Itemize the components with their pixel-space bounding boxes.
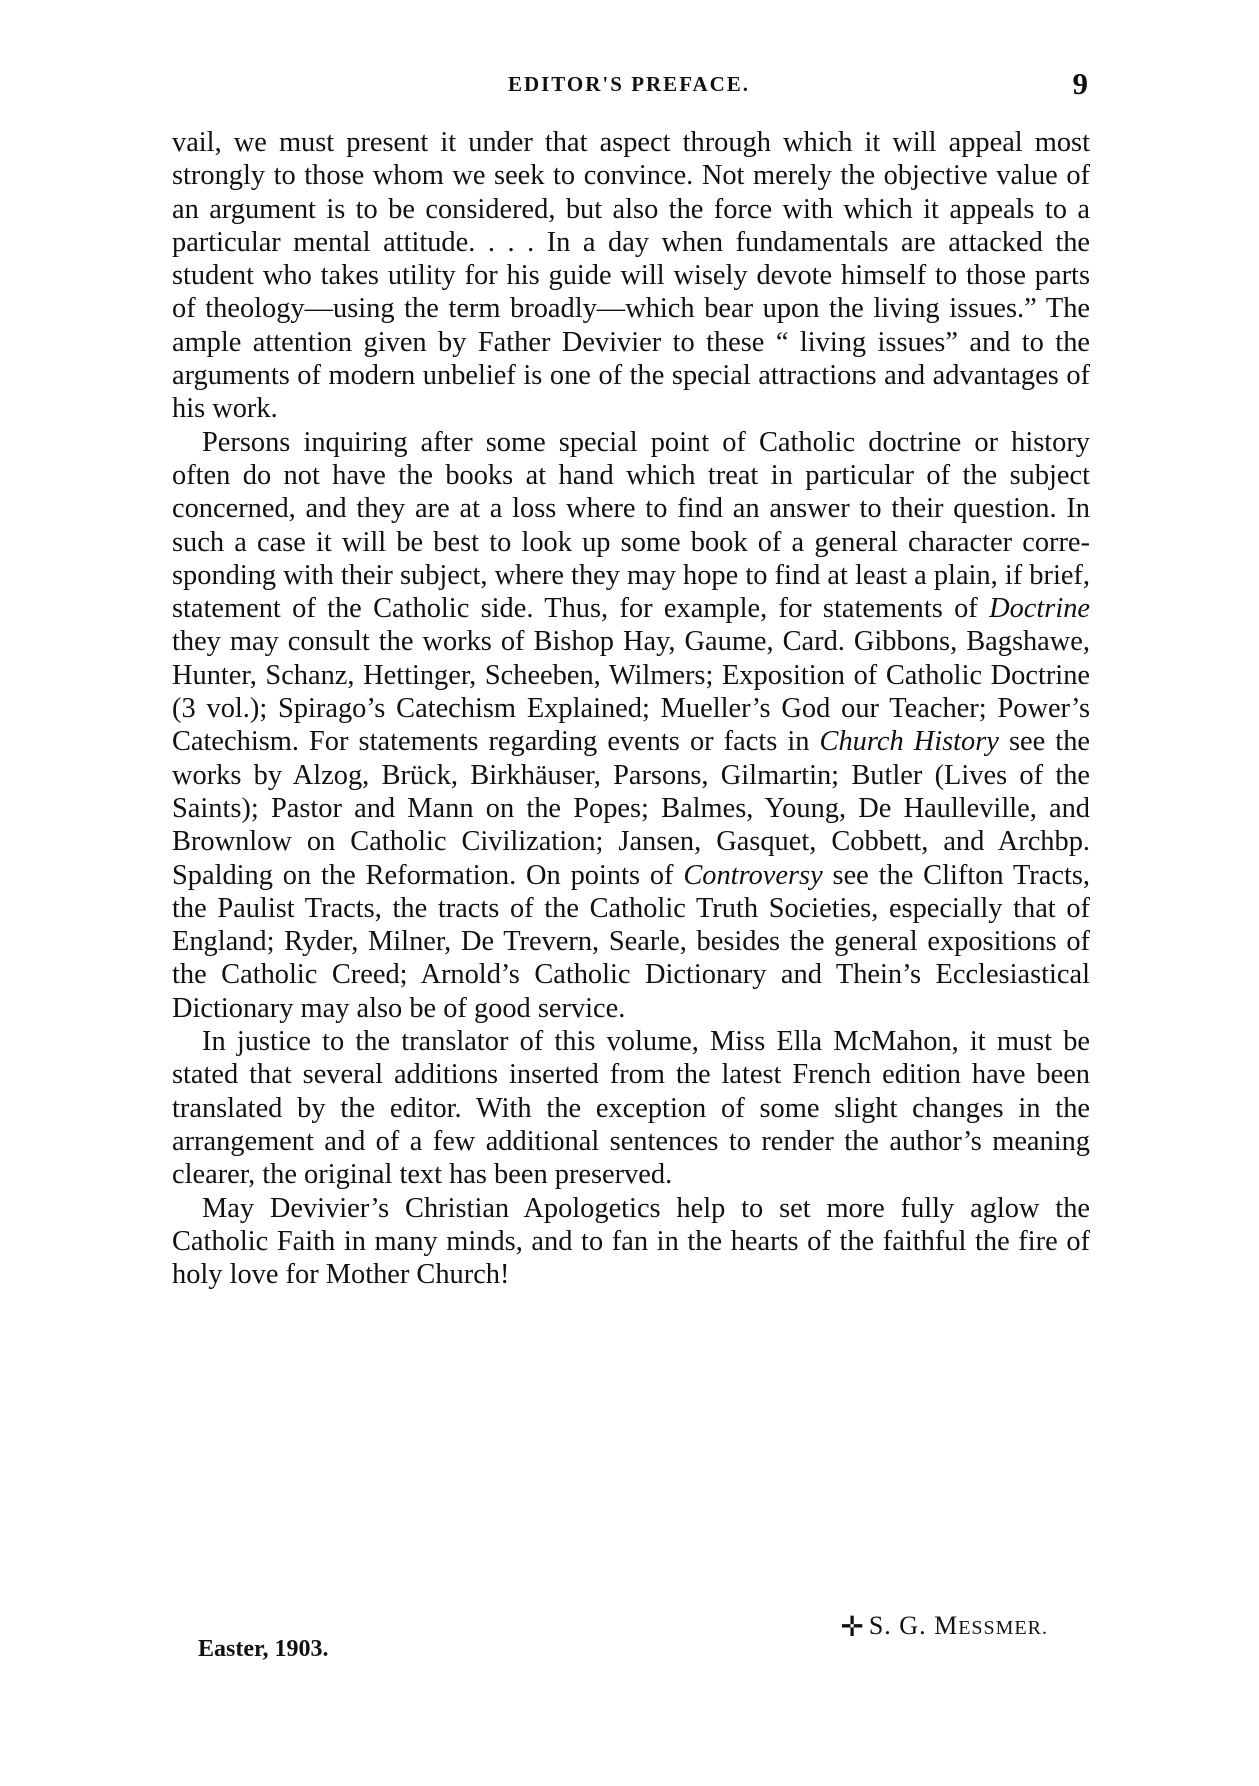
signature-initials: S. G. M: [868, 1611, 959, 1640]
page-number: 9: [1072, 66, 1088, 101]
signature: [840, 1610, 1048, 1644]
paragraph-text: they may consult the works of Bishop Hay, Gaume, Card. Gibbons, Bagshawe, Hunter, Schanz, Hettinger, Scheeben, Wilmers; Exposition of Catholic Doctrine (3 vol.); Spirago’s Catechism Explained; Mueller’s God our Teacher; Power’s Catechism. For statements regarding events or facts in: [172, 626, 1090, 758]
paragraph-text: see the Clifton Tracts, the Paulist Tracts, the tracts of the Catholic Truth Societies, especially that of England; Ryder, Milner, De Trevern, Searle, besides the general expositions of the Catholic Creed; Arnold’s Catholic Dictionary and Thein’s Ecclesiastical Dictionary may also be of good service.: [172, 859, 1090, 1024]
paragraph: [172, 1025, 1090, 1191]
paragraph: [172, 1192, 1090, 1292]
paragraph-text: May Devivier’s Christian Apologetics help to set more fully aglow the Catholic Faith in many minds, and to fan in the hearts of the faithful the fire of holy love for Mother Church!: [172, 1192, 1090, 1291]
paragraph: [172, 126, 1090, 426]
running-head: [170, 66, 1088, 106]
running-title: EDITOR'S PREFACE.: [507, 72, 751, 96]
italic-term: Doctrine: [989, 593, 1090, 625]
paragraph-text: In justice to the translator of this volume, Miss Ella McMahon, it must be stated that several additions inserted from the latest French edition have been translated by the editor. With the exception of some slight changes in the arrangement and of a few additional sentences to render the author’s meaning clearer, the original text has been preserved.: [172, 1026, 1090, 1191]
paragraph-text: see the works by Alzog, Brück, Birkhäuser, Parsons, Gilmartin; Butler (Lives of the Saints); Pastor and Mann on the Popes; Balmes, Young, De Haulleville, and Brownlow on Catholic Civilization; Jansen, Gasquet, Cobbett, and Archbp. Spalding on the Reformation. On points of: [172, 726, 1090, 891]
date-line: Easter, 1903.: [198, 1636, 329, 1662]
paragraph-text: Persons inquiring after some special point of Catholic doctrine or history often do not have the books at hand which treat in particular of the subject concerned, and they are at a loss where to find an answer to their question. In such a case it will be best to look up some book of a general character corresponding with their subject, where they may hope to find at least a plain, if brief, statement of the Catholic side. Thus, for example, for statements of: [172, 426, 1090, 625]
paragraph-text: vail, we must present it under that aspect through which it will appeal most strongly to those whom we seek to convince. Not merely the objective value of an argument is to be considered, but also the force with which it appeals to a particular mental attitude. . . . In a day when fundamentals are attacked the student who takes utility for his guide will wisely devote himself to those parts of theology—using the term broadly—which bear upon the living issues.” The ample attention given by Father Devivier to these “ living issues” and to the arguments of modern unbelief is one of the special attractions and advantages of his work.: [172, 127, 1090, 425]
paragraph: [172, 426, 1090, 1025]
body-text: [172, 126, 1090, 1291]
italic-term: Controversy: [683, 859, 823, 891]
cross-icon: ✛: [840, 1612, 865, 1643]
italic-term: Church History: [819, 726, 999, 758]
closing-block: [170, 1600, 1088, 1680]
signature-surname-rest: ESSMER.: [958, 1617, 1048, 1639]
